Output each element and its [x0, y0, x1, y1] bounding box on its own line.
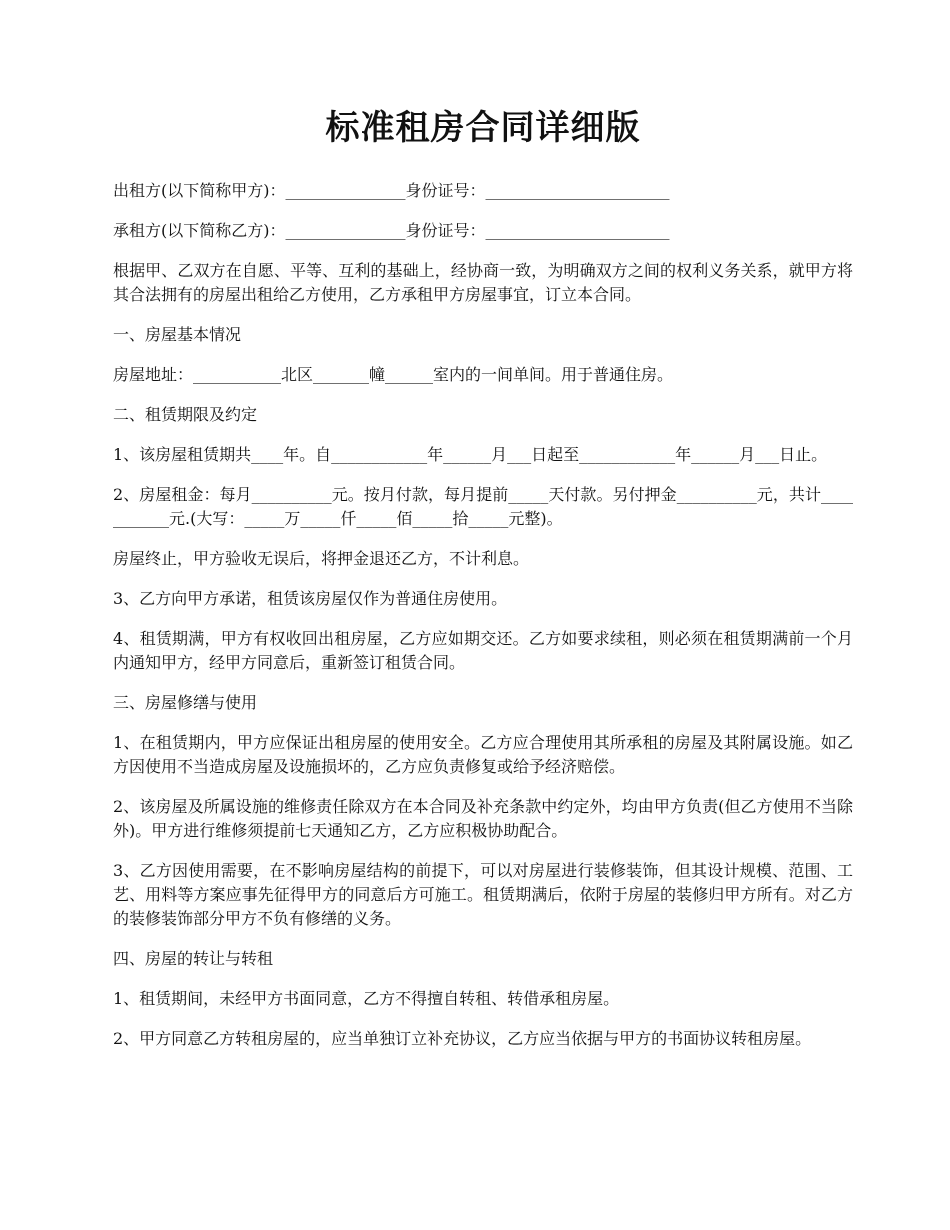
maintenance-clause: 2、该房屋及所属设施的维修责任除双方在本合同及补充条款中约定外，均由甲方负责(但乙方使用不当除外)。甲方进行维修须提前七天通知乙方，乙方应积极协助配合。: [113, 796, 853, 840]
sublet-agreement-clause: 2、甲方同意乙方转租房屋的，应当单独订立补充协议，乙方应当依据与甲方的书面协议转租房屋。: [113, 1028, 812, 1048]
lessor-line: 出租方(以下简称甲方)：_______________身份证号：_______________________: [113, 180, 670, 200]
section-heading-4: 四、房屋的转让与转租: [113, 948, 274, 968]
deposit-return-clause: 房屋终止，甲方验收无误后，将押金退还乙方，不计利息。: [113, 548, 530, 568]
rent-clause: 2、房屋租金：每月__________元。按月付款，每月提前_____天付款。另付押金__________元，共计___________元.(大写：_____万_____仟_____佰_____拾_____元整)。: [113, 484, 853, 528]
section-heading-2: 二、租赁期限及约定: [113, 404, 258, 424]
safety-clause: 1、在租赁期内，甲方应保证出租房屋的使用安全。乙方应合理使用其所承租的房屋及其附属设施。如乙方因使用不当造成房屋及设施损坏的，乙方应负责修复或给予经济赔偿。: [113, 732, 853, 776]
section-heading-1: 一、房屋基本情况: [113, 324, 242, 344]
renovation-clause: 3、乙方因使用需要，在不影响房屋结构的前提下，可以对房屋进行装修装饰，但其设计规模、范围、工艺、用料等方案应事先征得甲方的同意后方可施工。租赁期满后，依附于房屋的装修归甲方所有。对乙方的装修装饰部分甲方不负有修缮的义务。: [113, 860, 853, 928]
section-heading-3: 三、房屋修缮与使用: [113, 692, 258, 712]
preamble-paragraph: 根据甲、乙双方在自愿、平等、互利的基础上，经协商一致，为明确双方之间的权利义务关系，就甲方将其合法拥有的房屋出租给乙方使用，乙方承租甲方房屋事宜，订立本合同。: [113, 260, 853, 304]
house-address-line: 房屋地址：___________北区_______幢______室内的一间单间。用于普通住房。: [113, 364, 674, 384]
document-title: 标准租房合同详细版: [325, 108, 641, 148]
renewal-clause: 4、租赁期满，甲方有权收回出租房屋，乙方应如期交还。乙方如要求续租，则必须在租赁期满前一个月内通知甲方，经甲方同意后，重新签订租赁合同。: [113, 628, 853, 672]
sublet-restriction-clause: 1、租赁期间，未经甲方书面同意，乙方不得擅自转租、转借承租房屋。: [113, 988, 620, 1008]
lease-term-clause: 1、该房屋租赁期共____年。自____________年______月___日起至____________年______月___日止。: [113, 444, 828, 464]
usage-commitment-clause: 3、乙方向甲方承诺，租赁该房屋仅作为普通住房使用。: [113, 588, 508, 608]
document-page: [113, 108, 853, 1067]
lessee-line: 承租方(以下简称乙方)：_______________身份证号：_______________________: [113, 220, 670, 240]
